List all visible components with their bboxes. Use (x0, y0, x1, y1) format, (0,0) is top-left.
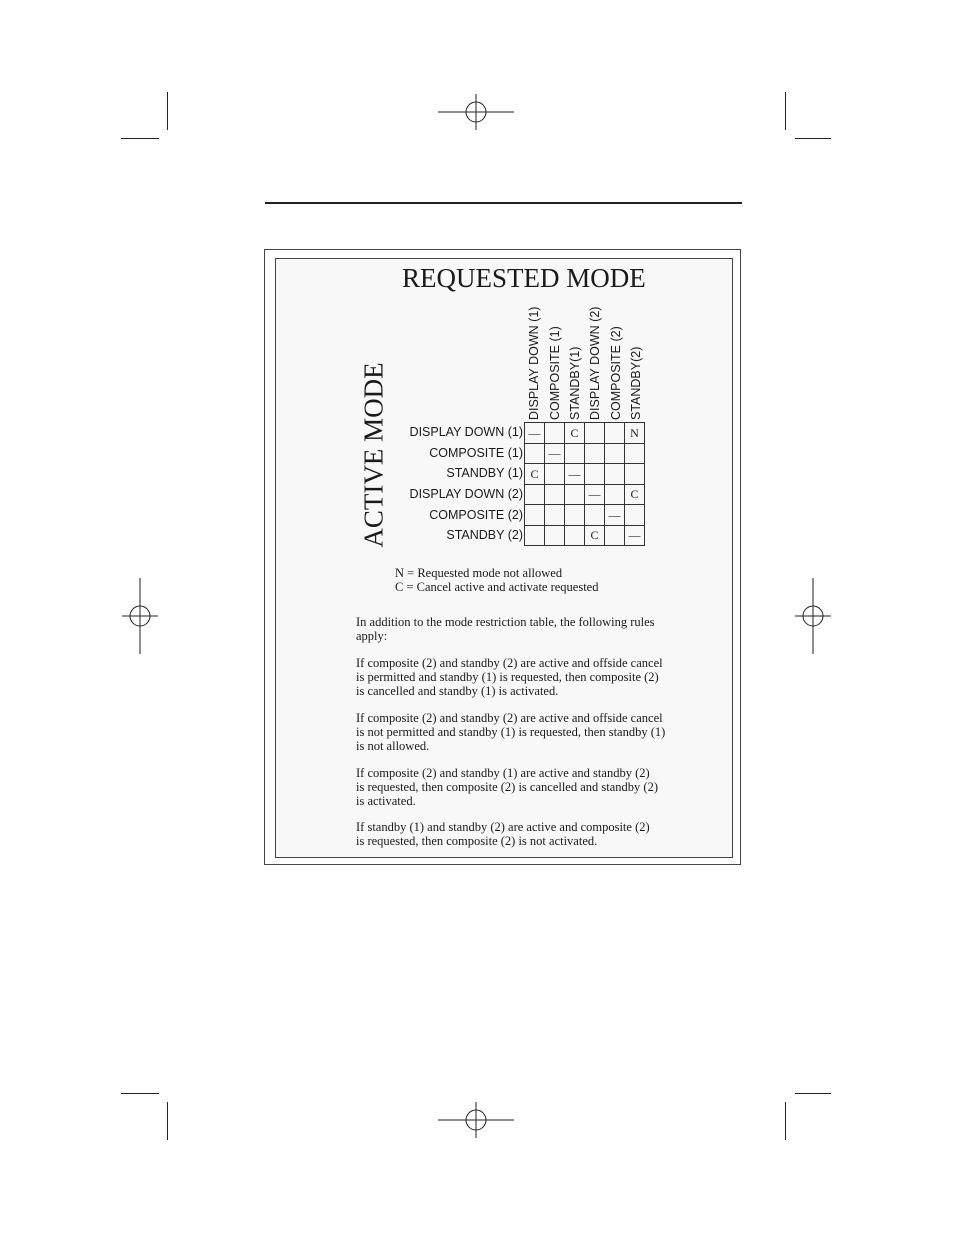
row-header: STANDBY (2) (446, 528, 523, 542)
intro-paragraph: In addition to the mode restriction table, the following rules apply: (356, 615, 655, 643)
table-cell (545, 464, 565, 485)
mode-restriction-table (524, 422, 645, 546)
row-axis-label: ACTIVE MODE (358, 362, 389, 548)
table-cell (545, 525, 565, 546)
rule-paragraph: If composite (2) and standby (2) are active and offside cancel is permitted and standby (1) is requested, then composite (2) is cancelled and standby (1) is activated. (356, 656, 663, 698)
table-cell (605, 484, 625, 505)
crop-mark (785, 92, 786, 130)
crop-mark (121, 138, 159, 139)
table-cell (525, 443, 545, 464)
table-cell: — (585, 484, 605, 505)
rule-paragraph: If standby (1) and standby (2) are active and composite (2) is requested, then composite (2) is not activated. (356, 820, 650, 848)
registration-mark-icon (102, 578, 178, 654)
column-header: DISPLAY DOWN (1) (527, 306, 541, 420)
table-cell (625, 505, 645, 526)
table-cell: C (625, 484, 645, 505)
table-cell (585, 423, 605, 444)
table-cell (605, 423, 625, 444)
table-cell: — (525, 423, 545, 444)
crop-mark (795, 138, 831, 139)
table-cell: C (525, 464, 545, 485)
row-header: COMPOSITE (2) (429, 508, 523, 522)
crop-mark (167, 92, 168, 130)
crop-mark (785, 1102, 786, 1140)
table-cell (545, 484, 565, 505)
header-rule (265, 202, 742, 204)
column-header: COMPOSITE (2) (609, 326, 623, 420)
table-row (525, 423, 645, 444)
table-row (525, 464, 645, 485)
table-cell (545, 423, 565, 444)
crop-mark (167, 1102, 168, 1140)
legend-c: C = Cancel active and activate requested (395, 580, 599, 594)
table-cell (585, 464, 605, 485)
rule-paragraph: If composite (2) and standby (1) are active and standby (2) is requested, then composite (2) is cancelled and standby (2) is activated. (356, 766, 658, 808)
table-cell: — (625, 525, 645, 546)
table-cell (545, 505, 565, 526)
crop-mark (795, 1093, 831, 1094)
table-cell (585, 443, 605, 464)
rule-paragraph: If composite (2) and standby (2) are active and offside cancel is not permitted and standby (1) is requested, then standby (1) is not allowed. (356, 711, 666, 753)
table-cell: N (625, 423, 645, 444)
table-cell (625, 443, 645, 464)
row-header: DISPLAY DOWN (1) (409, 425, 523, 439)
table-cell (605, 464, 625, 485)
registration-mark-icon (438, 1082, 514, 1158)
column-header: STANDBY(2) (629, 346, 643, 420)
table-cell (605, 443, 625, 464)
table-cell (525, 484, 545, 505)
table-cell (605, 525, 625, 546)
table-cell (565, 484, 585, 505)
table-title: REQUESTED MODE (402, 263, 646, 293)
table-cell (565, 443, 585, 464)
registration-mark-icon (775, 578, 851, 654)
row-header: DISPLAY DOWN (2) (409, 487, 523, 501)
table-cell: — (605, 505, 625, 526)
table-cell: — (545, 443, 565, 464)
column-header: COMPOSITE (1) (548, 326, 562, 420)
table-cell (625, 464, 645, 485)
table-cell (585, 505, 605, 526)
crop-mark (121, 1093, 159, 1094)
table-row (525, 484, 645, 505)
legend-n: N = Requested mode not allowed (395, 566, 563, 580)
table-row (525, 505, 645, 526)
table-cell: C (585, 525, 605, 546)
column-header: DISPLAY DOWN (2) (588, 306, 602, 420)
table-cell: C (565, 423, 585, 444)
table-row (525, 525, 645, 546)
table-cell: — (565, 464, 585, 485)
table-cell (525, 505, 545, 526)
table-cell (565, 525, 585, 546)
registration-mark-icon (438, 74, 514, 150)
table-row (525, 443, 645, 464)
row-header: COMPOSITE (1) (429, 446, 523, 460)
column-header: STANDBY(1) (568, 346, 582, 420)
table-cell (565, 505, 585, 526)
table-cell (525, 525, 545, 546)
row-header: STANDBY (1) (446, 466, 523, 480)
